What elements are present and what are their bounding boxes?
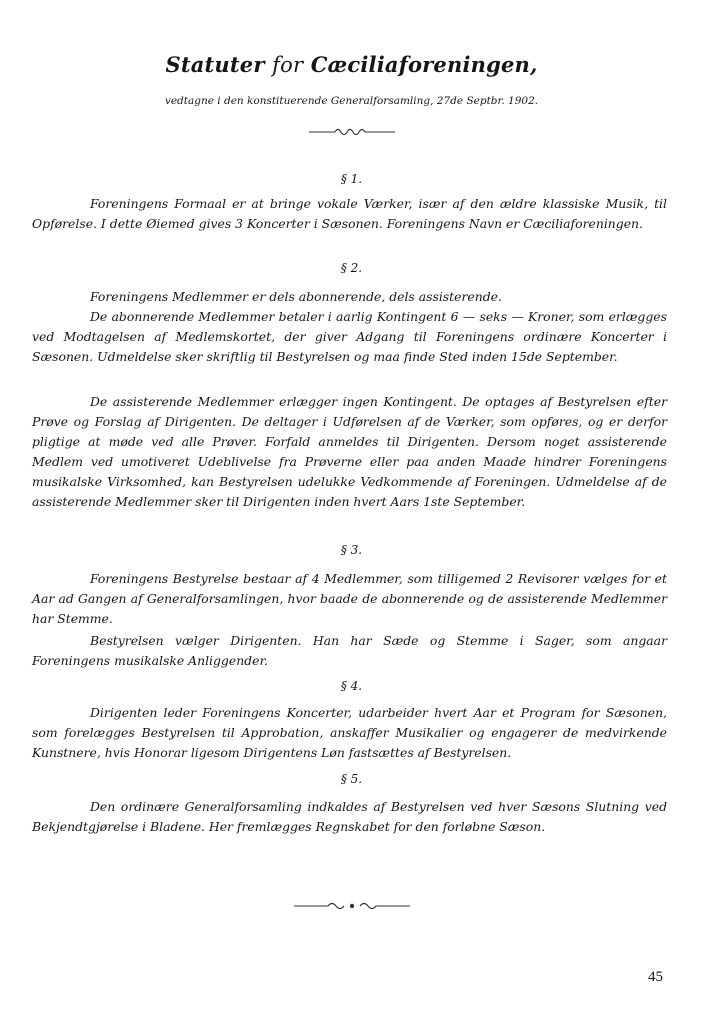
paragraph-1-1: Foreningens Formaal er at bringe vokale Værker, især af den ældre klassiske Musik, til Opførelse. I dette Øiemed gives 3 Koncerter i Sæsonen. Foreningens Navn er Cæciliaforeningen.	[32, 196, 667, 231]
document-title	[0, 52, 703, 77]
paragraph-2-2: De abonnerende Medlemmer betaler i aarlig Kontingent 6 — seks — Kroner, som erlægges ved Modtagelsen af Medlemskortet, der giver Adgang til Foreningens ordinære Koncerter i Sæsonen. Udmeldelse sker skriftlig til Bestyrelsen og maa finde Sted inden 15de September.	[32, 309, 667, 364]
scroll-ornament-icon	[292, 899, 412, 913]
section-heading-5: § 5.	[340, 772, 363, 786]
page-number: 45	[648, 969, 663, 985]
paragraph-2-3: De assisterende Medlemmer erlægger ingen Kontingent. De optages af Bestyrelsen efter Prøve og Forslag af Dirigenten. De deltager i Udførelsen af de Værker, som opføres, og er derfor pligtige at møde ved alle Prøver. Forfald anmeldes til Dirigenten. Dersom noget assisterende Medlem ved umotiveret Udeblivelse fra Prøverne eller paa anden Maade hindrer Foreningens musikalske Virksomhed, kan Bestyrelsen udelukke Vedkommende af Foreningen. Udmeldelse af de assisterende Medlemmer sker til Dirigenten inden hvert Aars 1ste September.	[32, 394, 667, 509]
title-word-for: for	[272, 53, 304, 77]
title-word-statuter: Statuter	[165, 52, 265, 77]
paragraph-3-2: Bestyrelsen vælger Dirigenten. Han har Sæde og Stemme i Sager, som angaar Foreningens musikalske Anliggender.	[32, 633, 667, 668]
section-heading-1: § 1.	[340, 172, 363, 186]
section-heading-2: § 2.	[340, 261, 363, 275]
paragraph-4-1: Dirigenten leder Foreningens Koncerter, udarbeider hvert Aar et Program for Sæsonen, som forelægges Bestyrelsen til Approbation, anskaffer Musikalier og engagerer de medvirkende Kunstnere, hvis Honorar ligesom Dirigentens Løn fastsættes af Bestyrelsen.	[32, 705, 667, 760]
bottom-ornament	[0, 898, 703, 917]
section-heading-4: § 4.	[340, 679, 363, 693]
paragraph-2-1: Foreningens Medlemmer er dels abonnerende, dels assisterende.	[90, 289, 502, 304]
title-word-name: Cæciliaforeningen,	[310, 52, 538, 77]
flourish-ornament-icon	[307, 125, 397, 139]
top-ornament	[0, 124, 703, 143]
document-subtitle: vedtagne i den konstituerende Generalforsamling, 27de Septbr. 1902.	[164, 95, 539, 107]
paragraph-5-1: Den ordinære Generalforsamling indkaldes af Bestyrelsen ved hver Sæsons Slutning ved Bekjendtgjørelse i Bladene. Her fremlægges Regnskabet for den forløbne Sæson.	[32, 799, 667, 834]
section-heading-3: § 3.	[340, 543, 363, 557]
paragraph-3-1: Foreningens Bestyrelse bestaar af 4 Medlemmer, som tilligemed 2 Revisorer vælges for et Aar ad Gangen af Generalforsamlingen, hvor baade de abonnerende og de assisterende Medlemmer har Stemme.	[32, 571, 667, 626]
